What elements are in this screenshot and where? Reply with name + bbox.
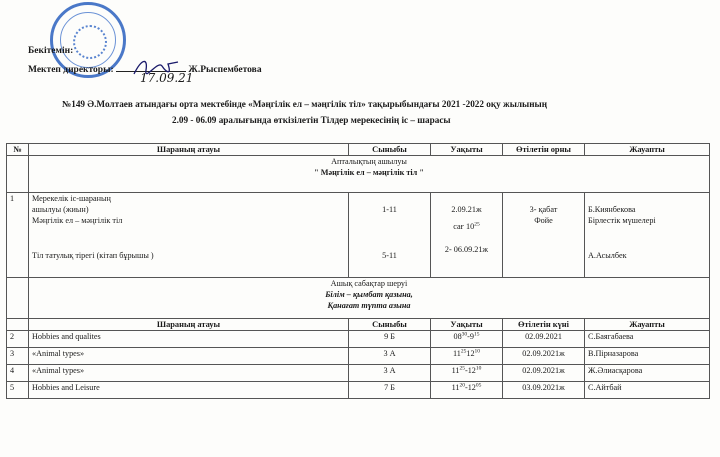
time-start-sup: 30 — [461, 331, 468, 338]
director-name: Ж.Рыспембетова — [188, 65, 262, 75]
row-time-1b-sup: 25 — [474, 221, 480, 228]
table-row — [7, 365, 710, 382]
row-time-1b: сағ 10 — [453, 222, 475, 231]
time-start-sup: 25 — [459, 365, 465, 372]
events-table — [6, 143, 710, 399]
row-grade: 3 А — [349, 365, 431, 382]
row-grade: 7 Б — [349, 382, 431, 399]
row-name: Hobbies and Leisure — [29, 382, 349, 399]
row-time-1: 2.09.21ж — [451, 205, 482, 214]
row-place-line: Фойе — [534, 216, 553, 225]
row-grade: 3 А — [349, 348, 431, 365]
time-end: -12 — [464, 383, 476, 392]
time-start: 11 — [451, 383, 460, 392]
row-name: «Animal types» — [29, 348, 349, 365]
row-name-line: ашылуы (жиын) — [32, 205, 89, 214]
row-grade: 9 Б — [349, 331, 431, 348]
subheader-name: Шараның атауы — [29, 319, 349, 331]
row-responsible: Ж.Әлиасқарова — [585, 365, 710, 382]
row-time — [431, 382, 503, 399]
time-end-sup: 15 — [474, 331, 480, 338]
open-lessons-line3: Қанағат түпта азына — [327, 301, 411, 310]
open-lessons-line1: Ашық сабақтар шеруі — [330, 279, 408, 288]
row-grade — [349, 193, 431, 278]
row-date: 02.09.2021ж — [503, 365, 585, 382]
open-lessons-section-row — [7, 278, 710, 319]
table-header-row — [7, 144, 710, 156]
row-num: 2 — [7, 331, 29, 348]
table-row — [7, 348, 710, 365]
row-num: 4 — [7, 365, 29, 382]
time-start: 11 — [451, 366, 460, 375]
row-name: Hobbies and qualites — [29, 331, 349, 348]
row-date: 02.09.2021 — [503, 331, 585, 348]
header-num: № — [7, 144, 29, 156]
table-row — [7, 382, 710, 399]
row-grade-1: 1-11 — [382, 205, 397, 214]
opening-line1: Апталықтың ашылуы — [331, 157, 407, 166]
time-start: 08 — [453, 332, 462, 341]
table-row — [7, 193, 710, 278]
row-grade-2: 5-11 — [382, 251, 397, 260]
table-subheader-row — [7, 319, 710, 331]
time-start: 11 — [452, 349, 461, 358]
subheader-grade: Сыныбы — [349, 319, 431, 331]
row-name — [29, 193, 349, 278]
time-end: -9 — [467, 332, 474, 341]
row-place-line: 3- қабат — [529, 205, 558, 214]
open-lessons-line2: Білім – қымбат қазына, — [325, 290, 413, 299]
subheader-time: Уақыты — [431, 319, 503, 331]
row-time — [431, 193, 503, 278]
time-end: -12 — [464, 366, 476, 375]
header-grade: Сыныбы — [349, 144, 431, 156]
approval-label: Бекітемін: — [28, 46, 74, 56]
open-lessons-title — [29, 278, 710, 319]
document-title-line1: №149 Ә.Молтаев атындағы орта мектебінде «Мәңгілік ел – мәңгілік тіл» тақырыбындағы 2021 -2022 оқу жылының — [62, 99, 547, 109]
time-end: 12 — [466, 349, 475, 358]
time-start-sup: 20 — [459, 382, 465, 389]
row-num: 5 — [7, 382, 29, 399]
opening-section-title — [29, 156, 710, 193]
header-time: Уақыты — [431, 144, 503, 156]
row-time-2: 2- 06.09.21ж — [444, 245, 489, 254]
opening-section-row — [7, 156, 710, 193]
row-responsible: С.Айтбай — [585, 382, 710, 399]
row-name-line: Мәңгілік ел – мәңгілік тіл — [32, 216, 123, 225]
header-name: Шараның атауы — [29, 144, 349, 156]
row-name-line: Тіл татулық тірегі (кітап бұрышы ) — [32, 251, 154, 260]
subheader-date: Өтілетін күні — [503, 319, 585, 331]
row-name-line: Мерекелік іс-шараның — [32, 194, 111, 203]
row-date: 02.09.2021ж — [503, 348, 585, 365]
row-responsible — [585, 193, 710, 278]
director-label: Мектеп директоры: — [28, 65, 114, 75]
document-title-line2: 2.09 - 06.09 аралығында өткізілетін Тілдер мерекесінің іс – шарасы — [172, 115, 451, 125]
row-resp-line: А.Асылбек — [588, 251, 627, 260]
row-resp-line: Бірлестік мүшелері — [588, 216, 656, 225]
header-responsible: Жауапты — [585, 144, 710, 156]
time-end-sup: 10 — [474, 348, 481, 355]
time-end-sup: 10 — [475, 365, 482, 372]
table-row — [7, 331, 710, 348]
row-name: «Animal types» — [29, 365, 349, 382]
signature-date: 17.09.21 — [140, 71, 194, 85]
row-num: 3 — [7, 348, 29, 365]
row-time — [431, 331, 503, 348]
opening-line2: " Мәңгілік ел – мәңгілік тіл " — [314, 168, 424, 177]
row-responsible: С.Баягабаева — [585, 331, 710, 348]
row-responsible: В.Пірназарова — [585, 348, 710, 365]
row-date: 03.09.2021ж — [503, 382, 585, 399]
subheader-responsible: Жауапты — [585, 319, 710, 331]
time-end-sup: 05 — [475, 382, 482, 389]
row-resp-line: Б.Киянбекова — [588, 205, 636, 214]
time-start-sup: 25 — [460, 348, 467, 355]
row-place — [503, 193, 585, 278]
row-time — [431, 348, 503, 365]
row-num: 1 — [7, 193, 29, 278]
header-place: Өтілетін орны — [503, 144, 585, 156]
row-time — [431, 365, 503, 382]
